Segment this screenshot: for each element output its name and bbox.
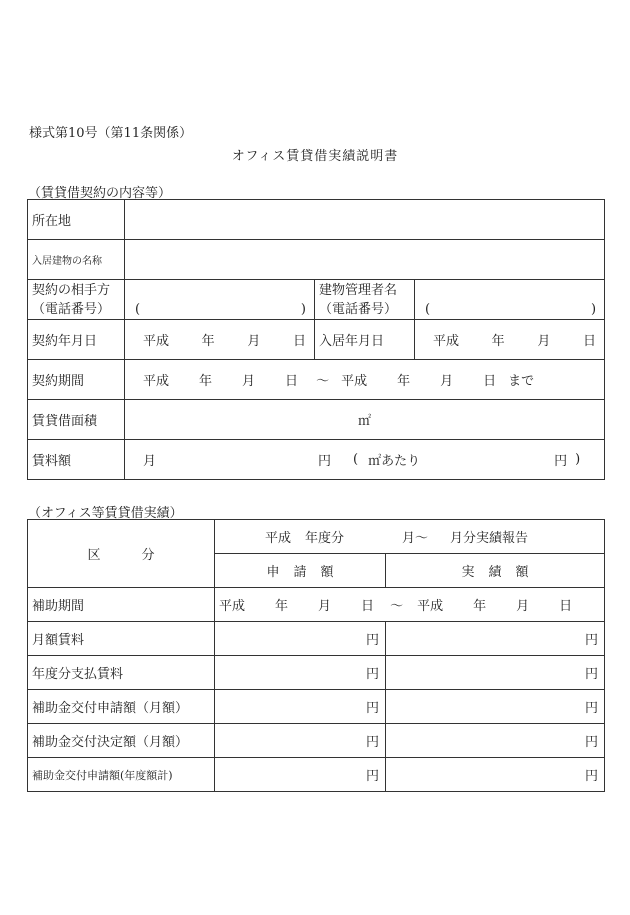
area-field[interactable] xyxy=(125,400,605,440)
rent-yen2: 円 xyxy=(554,454,568,469)
counterparty-label xyxy=(28,280,125,320)
location-row xyxy=(28,200,605,240)
era-label: 平成 xyxy=(341,374,368,389)
actual-amount-header: 実績額 xyxy=(386,554,605,588)
month-label: 月 xyxy=(247,334,261,349)
tilde: ～ xyxy=(390,599,404,614)
day-label: 日 xyxy=(582,334,596,349)
contract-table xyxy=(27,199,605,480)
location-field[interactable] xyxy=(125,200,605,240)
yen-unit: 円 xyxy=(365,769,379,784)
era-label: 平成 xyxy=(143,374,170,389)
yen-unit: 円 xyxy=(584,735,598,750)
tilde: ～ xyxy=(316,374,330,389)
form-number: 様式第10号（第11条関係） xyxy=(29,126,193,141)
area-unit: ㎡ xyxy=(358,414,372,429)
manager-label xyxy=(315,280,415,320)
day-label: 日 xyxy=(292,334,306,349)
period-field[interactable] xyxy=(125,360,605,400)
yen-unit: 円 xyxy=(584,769,598,784)
era-label: 平成 xyxy=(219,599,246,614)
year-label: 年 xyxy=(275,599,289,614)
paren-close: ) xyxy=(590,302,597,317)
year-label: 年 xyxy=(199,374,213,389)
document-title: オフィス賃貸借実績説明書 xyxy=(231,149,399,164)
row-label: 月額賃料 xyxy=(28,622,215,656)
rent-paren-open: ( xyxy=(353,452,359,467)
rent-row xyxy=(28,440,605,480)
applied-amount-cell[interactable] xyxy=(215,656,386,690)
rent-yen: 円 xyxy=(318,454,332,469)
counterparty-label-line2: （電話番号） xyxy=(32,301,111,317)
report-era: 平成 xyxy=(265,531,292,546)
contract-date-label: 契約年月日 xyxy=(28,320,125,360)
month-label: 月 xyxy=(318,599,332,614)
rent-per-sqm: ㎡あたり xyxy=(368,454,421,469)
building-name-row xyxy=(28,240,605,280)
month-label: 月 xyxy=(242,374,256,389)
table-row xyxy=(28,656,605,690)
applied-amount-cell[interactable] xyxy=(215,690,386,724)
location-label: 所在地 xyxy=(28,200,125,240)
actual-amount-cell[interactable] xyxy=(386,724,605,758)
move-in-date-field[interactable] xyxy=(415,320,605,360)
year-label: 年 xyxy=(491,334,505,349)
rent-label: 賃料額 xyxy=(28,440,125,480)
table-row xyxy=(28,690,605,724)
month-label: 月 xyxy=(537,334,551,349)
rent-field[interactable] xyxy=(125,440,605,480)
counterparty-label-line1: 契約の相手方 xyxy=(32,282,111,298)
manager-label-line1: 建物管理者名 xyxy=(319,282,398,298)
area-row xyxy=(28,400,605,440)
rent-paren-close: ) xyxy=(575,452,581,467)
dates-row xyxy=(28,320,605,360)
yen-unit: 円 xyxy=(584,633,598,648)
row-label: 年度分支払賃料 xyxy=(28,656,215,690)
day-label: 日 xyxy=(361,599,375,614)
applied-amount-cell[interactable] xyxy=(215,622,386,656)
section2-heading: （オフィス等賃貸借実績） xyxy=(28,506,183,521)
period-row xyxy=(28,360,605,400)
table-row xyxy=(28,622,605,656)
day-label: 日 xyxy=(559,599,573,614)
day-label: 日 xyxy=(483,374,497,389)
yen-unit: 円 xyxy=(365,633,379,648)
paren-close: ) xyxy=(300,302,306,317)
report-month-from: 月～ xyxy=(402,531,429,546)
paren-open: ( xyxy=(135,302,141,317)
yen-unit: 円 xyxy=(584,701,598,716)
year-label: 年 xyxy=(397,374,411,389)
subsidy-period-field[interactable] xyxy=(215,588,605,622)
subsidy-period-row xyxy=(28,588,605,622)
row-label: 補助金交付申請額（月額） xyxy=(28,690,215,724)
actual-amount-cell[interactable] xyxy=(386,690,605,724)
until-label: まで xyxy=(508,374,535,389)
area-label: 賃貸借面積 xyxy=(28,400,125,440)
building-name-field[interactable] xyxy=(125,240,605,280)
row-label: 補助金交付決定額（月額） xyxy=(28,724,215,758)
year-label: 年 xyxy=(473,599,487,614)
era-label: 平成 xyxy=(417,599,444,614)
day-label: 日 xyxy=(285,374,299,389)
yen-unit: 円 xyxy=(365,735,379,750)
row-label: 補助金交付申請額(年度額計) xyxy=(28,758,215,792)
era-label: 平成 xyxy=(143,334,170,349)
category-label: 区 分 xyxy=(28,520,215,588)
paren-open: ( xyxy=(425,302,431,317)
report-fiscal: 年度分 xyxy=(305,531,345,546)
building-name-label: 入居建物の名称 xyxy=(28,240,125,280)
table-row xyxy=(28,758,605,792)
applied-amount-header: 申請額 xyxy=(215,554,386,588)
year-label: 年 xyxy=(201,334,215,349)
contract-date-field[interactable] xyxy=(125,320,315,360)
report-period-header xyxy=(215,520,605,554)
yen-unit: 円 xyxy=(365,667,379,682)
month-label: 月 xyxy=(516,599,530,614)
counterparty-row xyxy=(28,280,605,320)
rental-results-table xyxy=(27,519,605,792)
actual-amount-cell[interactable] xyxy=(386,622,605,656)
report-header-row xyxy=(28,520,605,554)
manager-field[interactable] xyxy=(415,280,605,320)
move-in-date-label: 入居年月日 xyxy=(315,320,415,360)
applied-amount-cell[interactable] xyxy=(215,758,386,792)
yen-unit: 円 xyxy=(584,667,598,682)
era-label: 平成 xyxy=(433,334,460,349)
counterparty-field[interactable] xyxy=(125,280,315,320)
actual-amount-cell[interactable] xyxy=(386,758,605,792)
rent-month: 月 xyxy=(143,454,157,469)
subsidy-period-label: 補助期間 xyxy=(28,588,215,622)
table-row xyxy=(28,724,605,758)
month-label: 月 xyxy=(440,374,454,389)
period-label: 契約期間 xyxy=(28,360,125,400)
report-month-to: 月分実績報告 xyxy=(450,531,529,546)
actual-amount-cell[interactable] xyxy=(386,656,605,690)
applied-amount-cell[interactable] xyxy=(215,724,386,758)
section1-heading: （賃貸借契約の内容等） xyxy=(28,186,172,201)
manager-label-line2: （電話番号） xyxy=(319,301,398,317)
yen-unit: 円 xyxy=(365,701,379,716)
